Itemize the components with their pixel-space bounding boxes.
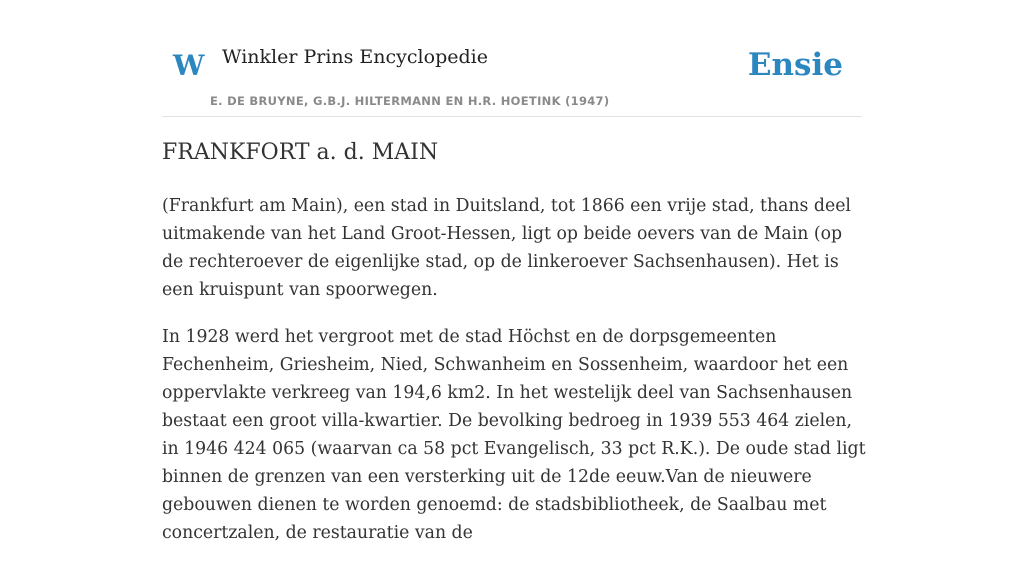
article-title: FRANKFORT a. d. MAIN — [162, 140, 439, 165]
encyclopedia-authors: E. DE BRUYNE, G.B.J. HILTERMANN EN H.R. HOETINK (1947) — [210, 94, 610, 108]
site-header — [162, 0, 862, 117]
article-body — [162, 192, 868, 566]
site-title-link[interactable]: Winkler Prins Encyclopedie — [222, 46, 488, 68]
article-paragraph-2: In 1928 werd het vergroot met de stad Höchst en de dorpsgemeenten Fechenheim, Griesheim, Nied, Schwanheim en Sossenheim, waardoor het een oppervlakte verkreeg van 194,6 km2. In het westelijk deel van Sachsenhausen bestaat een groot villa-kwartier. De bevolking bedroeg in 1939 553 464 zielen, in 1946 424 065 (waarvan ca 58 pct Evangelisch, 33 pct R.K.). De oude stad ligt binnen de grenzen van een versterking uit de 12de eeuw.Van de nieuwere gebouwen dienen te worden genoemd: de stadsbibliotheek, de Saalbau met concertzalen, de restauratie van de — [162, 327, 866, 543]
ensie-logo-link[interactable]: Ensie — [747, 47, 843, 83]
article-paragraph-1: (Frankfurt am Main), een stad in Duitsland, tot 1866 een vrije stad, thans deel uitmakende van het Land Groot-Hessen, ligt op beide oevers van de Main (op de rechteroever de eigenlijke stad, op de linkeroever Sachsenhausen). Het is een kruispunt van spoorwegen. — [162, 196, 851, 300]
winkler-prins-logo[interactable]: W — [173, 49, 205, 82]
content-container — [162, 0, 866, 543]
